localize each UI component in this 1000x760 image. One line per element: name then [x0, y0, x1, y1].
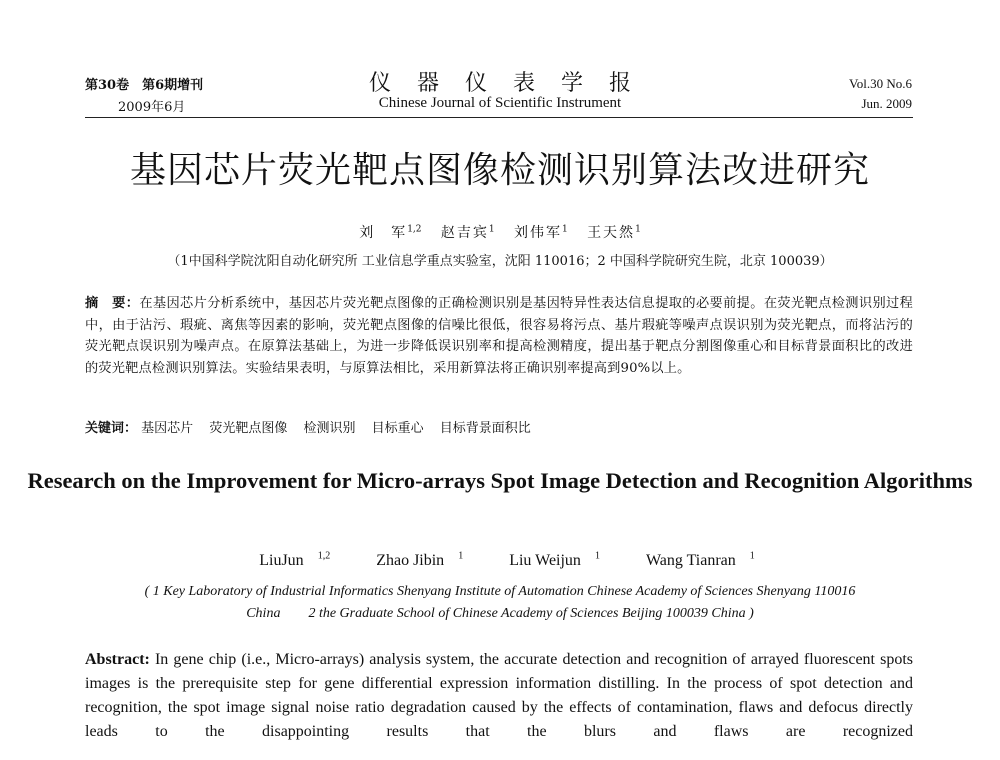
chinese-abstract [85, 293, 913, 379]
chinese-abstract-label: 摘 要： [85, 296, 140, 311]
header-volume-issue-cn: 第30卷 第6期增刊 [85, 78, 204, 93]
english-affiliation-line2: China 2 the Graduate School of Chinese Academy of Sciences Beijing 100039 China ) [246, 606, 754, 621]
header-volume-en: Vol.30 No.6 [849, 76, 912, 91]
english-authors [0, 551, 1000, 570]
english-affiliation-line1: ( 1 Key Laboratory of Industrial Informatics Shenyang Institute of Automation Chinese Academy of Sciences Shenyang 110016 [144, 584, 856, 599]
chinese-keywords-label: 关键词： [85, 421, 138, 436]
chinese-author: 刘伟军$^1$ [513, 224, 568, 241]
english-affiliation [0, 581, 1000, 625]
header-journal-cn: 仪器仪表学报 [368, 71, 657, 96]
english-author: Zhao Jibin $^1$ [376, 551, 464, 570]
english-abstract-label: Abstract: [85, 651, 150, 668]
english-abstract [85, 648, 913, 744]
english-abstract-text: In gene chip (i.e., Micro-arrays) analysis system, the accurate detection and recognition of arrayed fluorescent spots images is the prerequisite step for gene differential expression information distilling. In the process of spot detection and recognition, the spot image signal noise ratio degradation caused by the effects of contamination, flaws and defocus directly leads to the disappointing results that the blurs and flaws are recognized [85, 651, 913, 740]
chinese-authors [0, 222, 1000, 242]
chinese-author: 刘 军$^{1,2}$ [359, 224, 422, 241]
chinese-affiliation: （1中国科学院沈阳自动化研究所 工业信息学重点实验室，沈阳 110016；2 中国科学院研究生院，北京 100039） [167, 254, 833, 269]
english-title: Research on the Improvement for Micro-arrays Spot Image Detection and Recognition Algorithms [27, 468, 973, 493]
keyword: 目标背景面积比 [439, 421, 531, 436]
keyword: 基因芯片 [141, 421, 194, 436]
english-author: Liu Weijun $^1$ [509, 551, 600, 570]
chinese-title: 基因芯片荧光靶点图像检测识别算法改进研究 [129, 150, 870, 191]
chinese-author: 赵吉宾$^1$ [440, 224, 495, 241]
english-author: LiuJun $^{1,2}$ [259, 551, 331, 570]
chinese-keywords [85, 417, 913, 436]
header-date-cn: 2009年6月 [118, 100, 186, 115]
keyword: 目标重心 [371, 421, 424, 436]
keyword: 荧光靶点图像 [209, 421, 288, 436]
english-author: Wang Tianran $^1$ [645, 551, 755, 570]
header-journal-en: Chinese Journal of Scientific Instrument [378, 95, 622, 111]
chinese-author: 王天然$^1$ [587, 224, 641, 241]
header-rule [85, 117, 913, 118]
chinese-abstract-text: 在基因芯片分析系统中，基因芯片荧光靶点图像的正确检测识别是基因特异性表达信息提取的必要前提。在荧光靶点检测识别过程中，由于沾污、瑕疵、离焦等因素的影响，荧光靶点图像的信噪比很低，很容易将污点、基片瑕疵等噪声点误识别为荧光靶点，而将沾污的荧光靶点误识别为噪声点。在原算法基础上，为进一步降低误识别率和提高检测精度，提出基于靶点分割图像重心和目标背景面积比的改进的荧光靶点检测识别算法。实验结果表明，与原算法相比，采用新算法将正确识别率提高到90%以上。 [85, 296, 913, 376]
keyword: 检测识别 [303, 421, 356, 436]
header-date-en: Jun. 2009 [861, 96, 912, 111]
